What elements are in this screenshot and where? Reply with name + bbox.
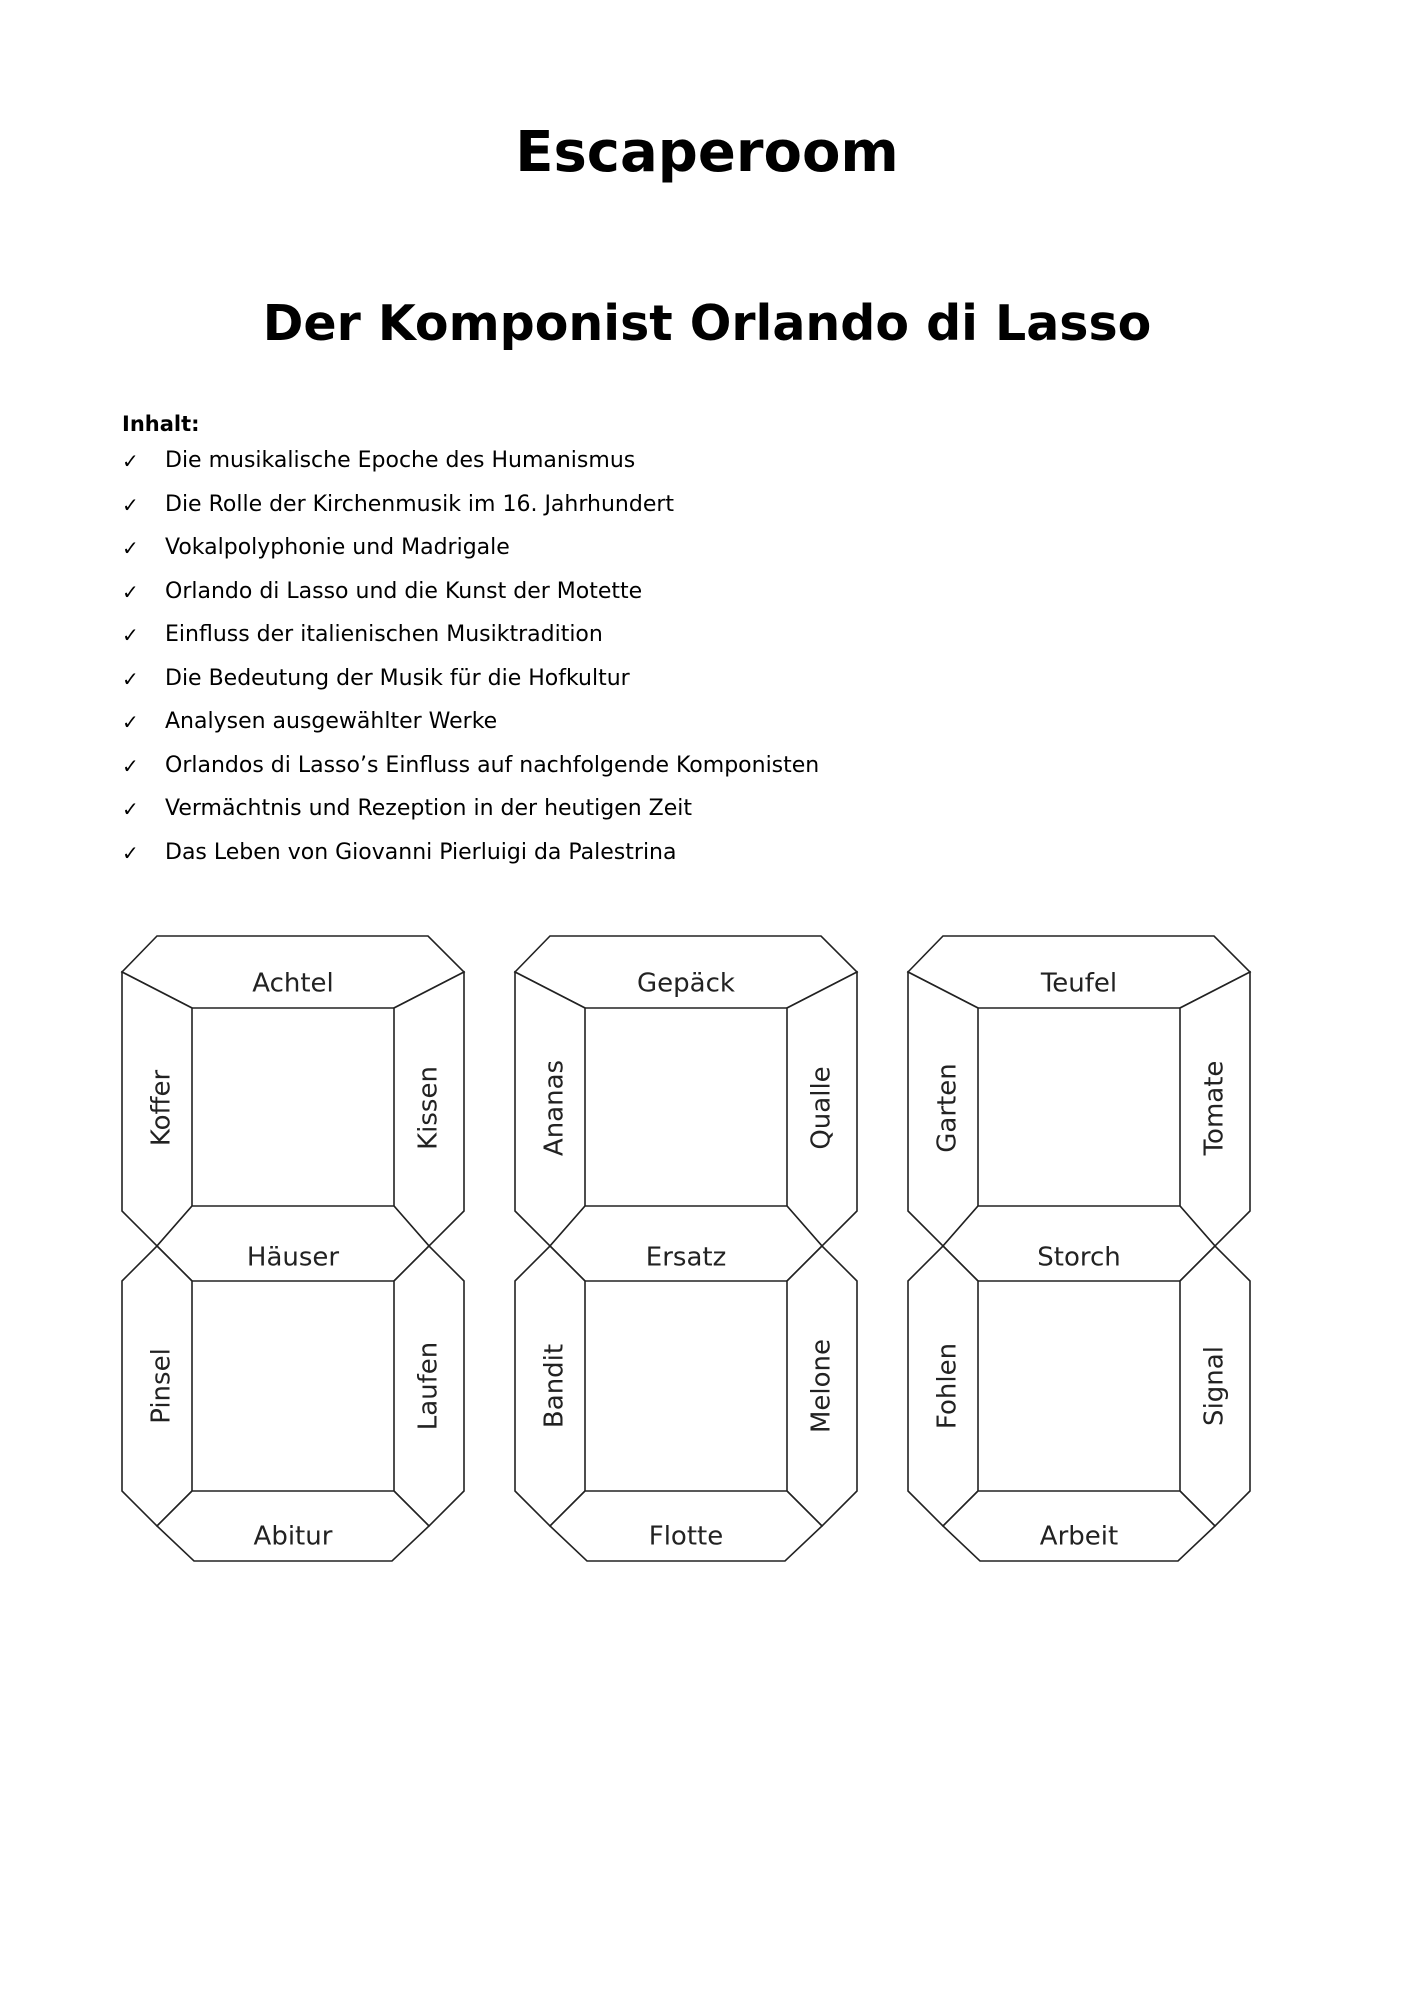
list-item-text: Vermächtnis und Rezeption in der heutigen Zeit: [165, 796, 693, 821]
list-item-text: Die Rolle der Kirchenmusik im 16. Jahrhundert: [165, 491, 675, 517]
segment-upper-left-label: Koffer: [146, 1069, 177, 1147]
checkmark-icon: ✓: [122, 840, 139, 865]
checkmark-icon: ✓: [122, 579, 139, 604]
list-item-text: Orlandos di Lasso’s Einfluss auf nachfolgende Komponisten: [165, 752, 820, 778]
digit-3: [908, 936, 1250, 1561]
segment-lower-left-label: Bandit: [539, 1343, 570, 1429]
page-subtitle: Der Komponist Orlando di Lasso: [262, 295, 1152, 352]
segment-upper-left-label: Garten: [932, 1063, 963, 1153]
checkmark-icon: ✓: [122, 623, 139, 647]
checkmark-icon: ✓: [122, 449, 139, 473]
list-item-text: Orlando di Lasso und die Kunst der Motette: [165, 578, 643, 604]
segment-top-label: Gepäck: [637, 968, 735, 999]
checkmark-icon: ✓: [122, 492, 139, 517]
segment-middle-label: Storch: [1037, 1242, 1121, 1273]
segment-lower-right-label: Signal: [1199, 1346, 1230, 1426]
checkmark-icon: ✓: [122, 536, 139, 560]
list-item-text: Das Leben von Giovanni Pierluigi da Palestrina: [165, 839, 677, 865]
digit-2: [515, 936, 857, 1561]
segment-upper-right-label: Kissen: [413, 1066, 444, 1150]
segment-upper-left-label: Ananas: [539, 1059, 570, 1157]
list-item-text: Analysen ausgewählter Werke: [165, 709, 498, 734]
segment-bottom-label: Abitur: [253, 1521, 333, 1552]
digit-1: [122, 936, 464, 1561]
segment-lower-right-label: Laufen: [413, 1341, 444, 1431]
page-title: Escaperoom: [515, 120, 899, 185]
segment-middle-label: Ersatz: [645, 1242, 727, 1273]
segment-top-label: Teufel: [1040, 968, 1118, 999]
checkmark-icon: ✓: [122, 753, 139, 778]
checkmark-icon: ✓: [122, 666, 139, 691]
segment-lower-left-label: Fohlen: [932, 1342, 963, 1430]
segment-middle-label: Häuser: [246, 1242, 340, 1273]
list-item-text: Vokalpolyphonie und Madrigale: [165, 535, 510, 560]
segment-upper-right-label: Tomate: [1199, 1060, 1230, 1156]
list-item-text: Einfluss der italienischen Musiktradition: [165, 622, 603, 647]
list-item-text: Die musikalische Epoche des Humanismus: [165, 448, 636, 473]
segment-top-label: Achtel: [252, 968, 334, 999]
checkmark-icon: ✓: [122, 710, 139, 734]
content-label: Inhalt:: [122, 412, 200, 436]
segment-lower-left-label: Pinsel: [146, 1348, 177, 1424]
checkmark-icon: ✓: [122, 797, 139, 821]
segment-upper-right-label: Qualle: [806, 1066, 837, 1150]
segment-bottom-label: Flotte: [648, 1521, 724, 1552]
list-item-text: Die Bedeutung der Musik für die Hofkultur: [165, 665, 630, 691]
segment-lower-right-label: Melone: [806, 1338, 837, 1434]
segment-bottom-label: Arbeit: [1039, 1521, 1119, 1552]
